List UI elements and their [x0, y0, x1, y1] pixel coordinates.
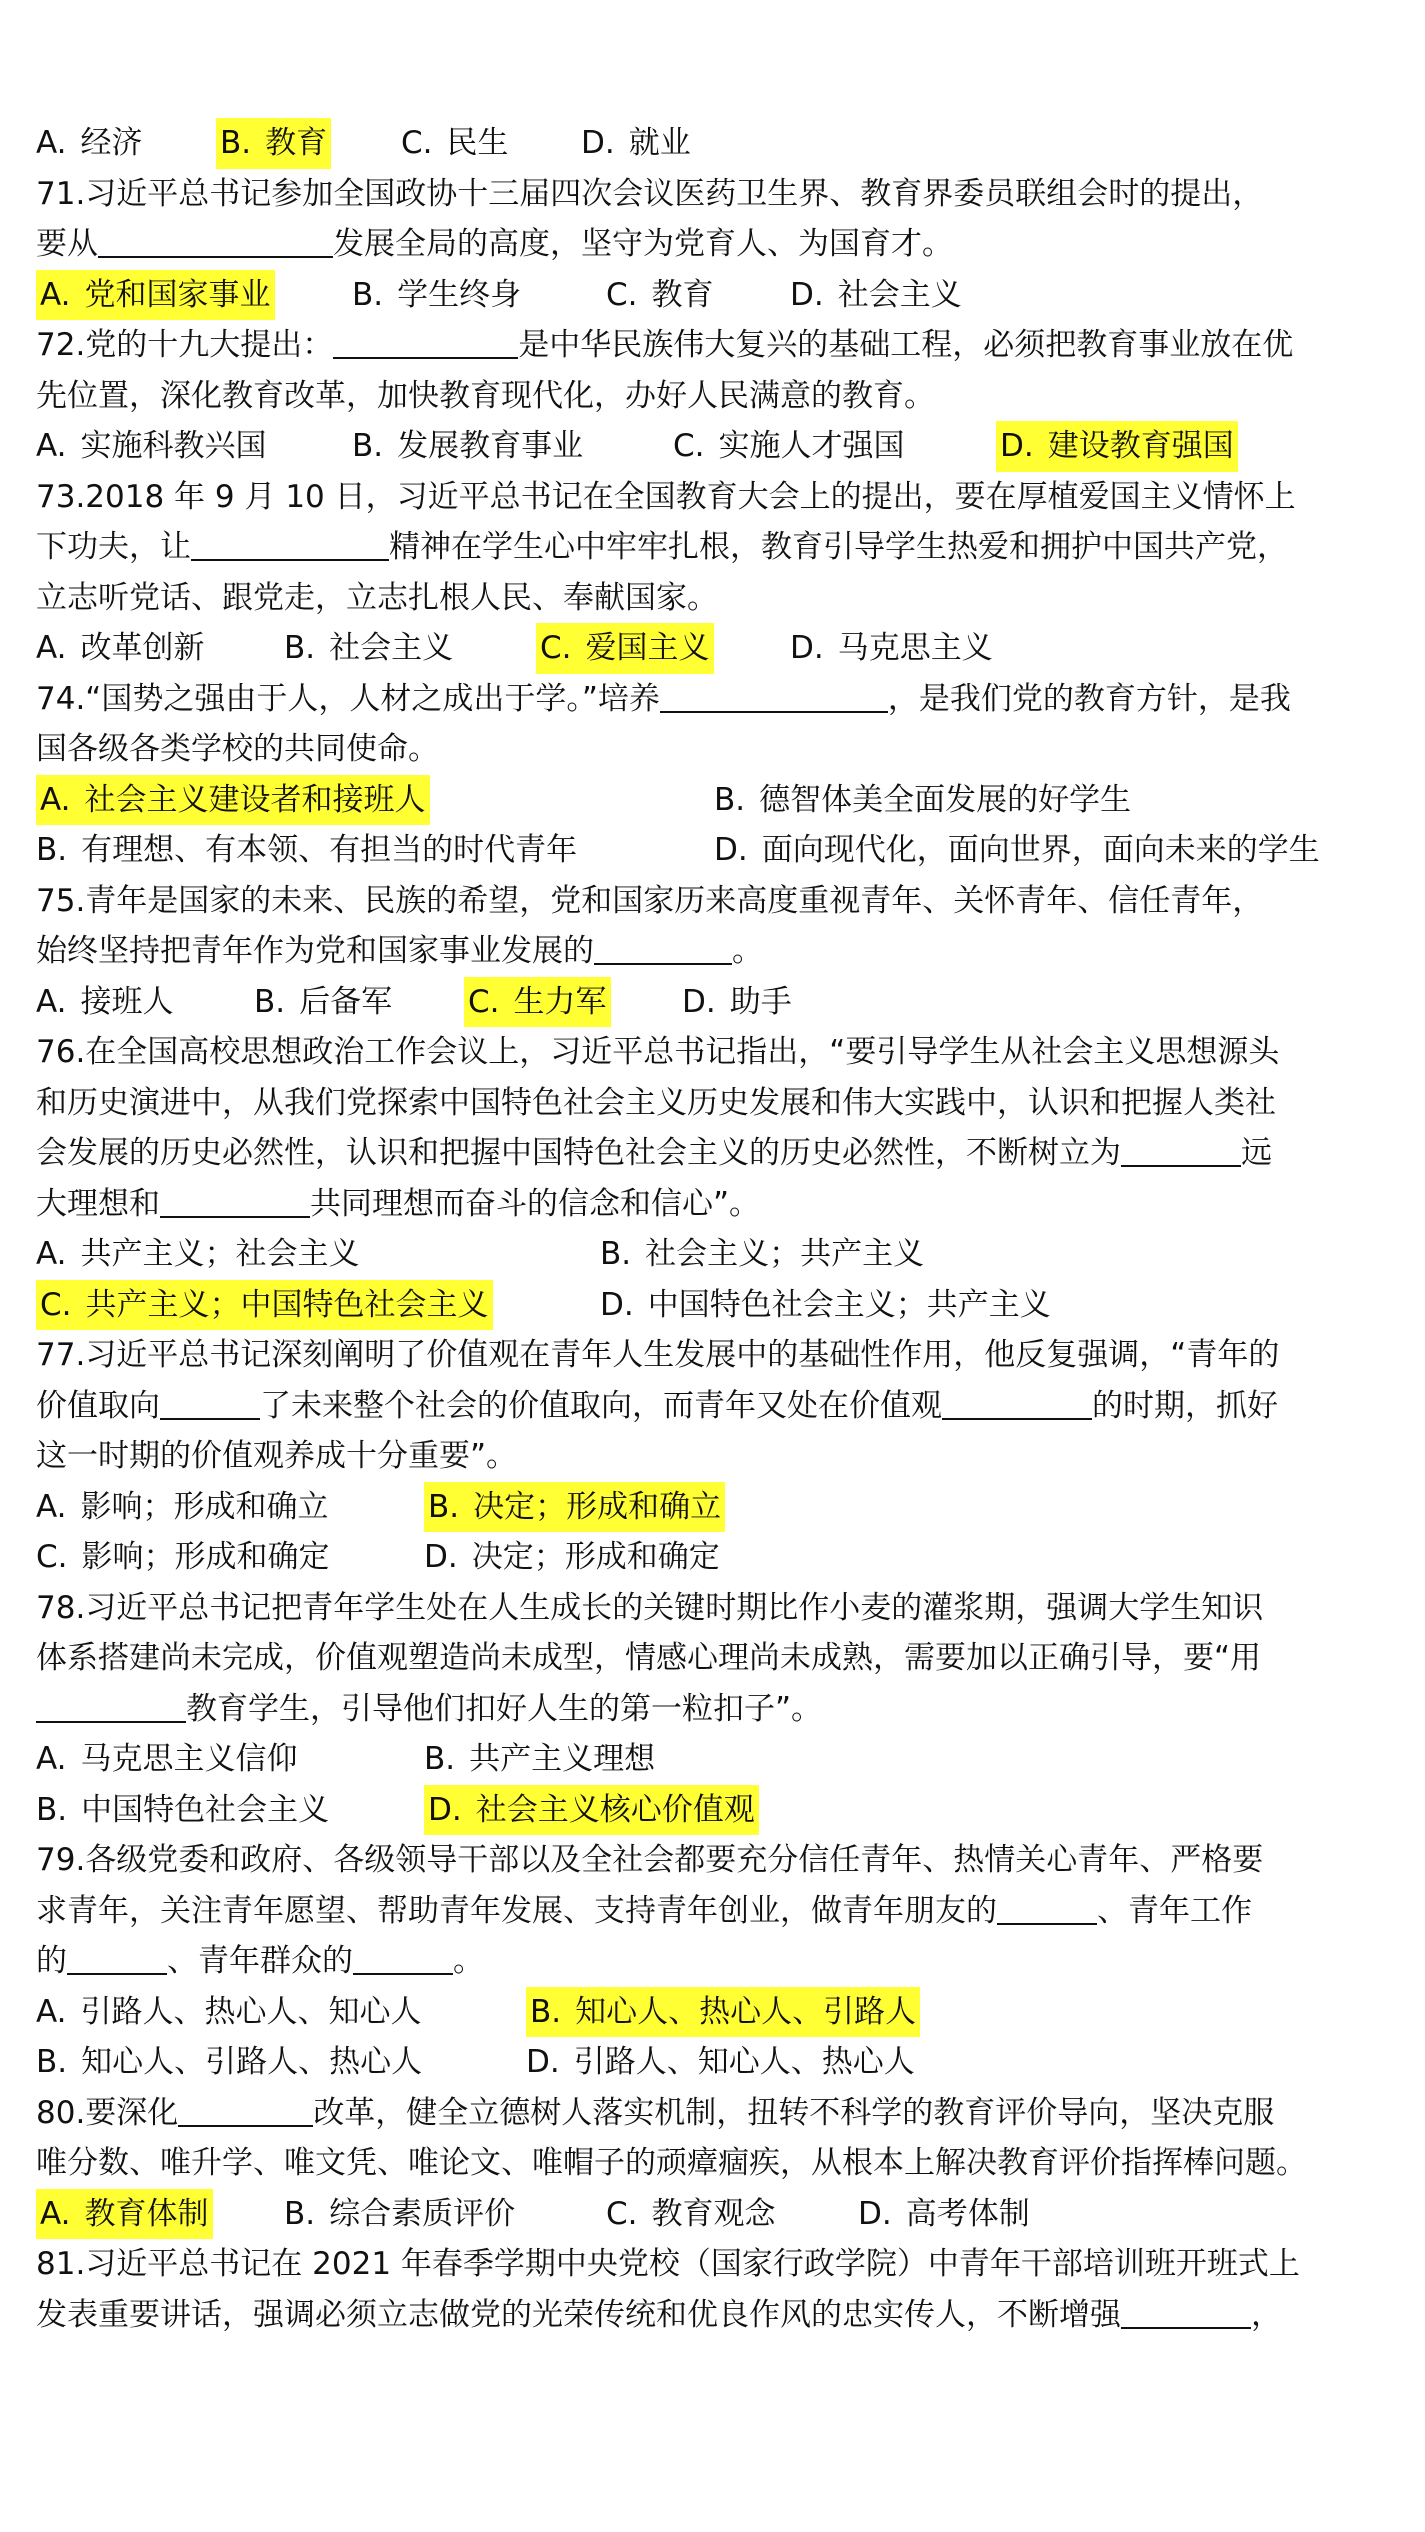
question-text-line: [36, 320, 1396, 371]
question-text-line: [36, 1179, 1396, 1230]
question-text: 的: [36, 1943, 67, 1979]
question-text: 78.习近平总书记把青年学生处在人生成长的关键时期比作小麦的灌浆期，强调大学生知识: [36, 1589, 1264, 1626]
option-letter: C.: [606, 2195, 638, 2232]
option-letter: A.: [40, 276, 71, 313]
answer-option: [36, 1532, 330, 1583]
question-text-line: [36, 573, 1396, 624]
question-text-line: [36, 219, 1396, 270]
answer-option: [673, 421, 905, 472]
option-text: 教育: [265, 125, 328, 161]
option-text: 共产主义理想: [469, 1741, 656, 1777]
option-text: 中国特色社会主义: [81, 1791, 330, 1828]
question-text-line: [36, 876, 1396, 927]
fill-in-blank: [333, 325, 518, 359]
question-text: 72.党的十九大提出：: [36, 327, 334, 363]
option-text: 建设教育强国: [1047, 428, 1234, 464]
question-text: ，: [1251, 2296, 1282, 2333]
question-text-line: [36, 2239, 1396, 2290]
option-letter: D.: [682, 983, 716, 1020]
answer-option: [36, 421, 267, 472]
option-letter: A.: [36, 125, 67, 161]
question-text: 求青年，关注青年愿望、帮助青年发展、支持青年创业，做青年朋友的: [36, 1892, 997, 1929]
option-letter: C.: [40, 1286, 72, 1323]
question-text: ，是我们党的教育方针，是我: [887, 680, 1291, 717]
option-text: 社会主义: [329, 630, 454, 666]
fill-in-blank: [942, 1386, 1092, 1420]
option-letter: C.: [673, 428, 705, 464]
option-letter: B.: [714, 781, 746, 818]
option-text: 知心人、热心人、引路人: [575, 1993, 917, 2030]
question-text: 79.各级党委和政府、各级领导干部以及全社会都要充分信任青年、热情关心青年、严格要: [36, 1842, 1264, 1878]
question-text: 立志听党话、跟党走，立志扎根人民、奉献国家。: [36, 579, 718, 616]
question-text: 改革，健全立德树人落实机制，扭转不科学的教育评价导向，坚决克服: [313, 2094, 1275, 2131]
question-text: 共同理想而奋斗的信念和信心”。: [310, 1185, 761, 1222]
question-text-line: [36, 2088, 1396, 2139]
option-letter: D.: [790, 630, 824, 666]
option-letter: A.: [36, 983, 67, 1020]
answer-option: [682, 977, 792, 1028]
question-text: 。: [453, 1943, 484, 1979]
question-text: 体系搭建尚未完成，价值观塑造尚未成型，情感心理尚未成熟，需要加以正确引导，要“用: [36, 1640, 1262, 1676]
answer-option: [36, 2037, 422, 2088]
option-row: [36, 1987, 1396, 2038]
question-text: 了未来整个社会的价值取向，而青年又处在价值观: [260, 1387, 942, 1424]
question-text-line: [36, 1027, 1396, 1078]
option-letter: A.: [40, 781, 71, 818]
answer-option: [401, 118, 509, 169]
option-row: [36, 2189, 1396, 2240]
answer-option: [600, 1229, 924, 1280]
option-letter: C.: [606, 276, 638, 313]
option-letter: C.: [36, 1539, 68, 1575]
question-text: 发展全局的高度，坚守为党育人、为国育才。: [333, 226, 953, 262]
question-text-line: [36, 1431, 1396, 1482]
option-row: [36, 118, 1396, 169]
option-letter: B.: [530, 1993, 562, 2030]
answer-option: [526, 2037, 915, 2088]
question-text: 75.青年是国家的未来、民族的希望，党和国家历来高度重视青年、关怀青年、信任青年，: [36, 882, 1264, 919]
question-text: 71.习近平总书记参加全国政协十三届四次会议医药卫生界、教育界委员联组会时的提出，: [36, 175, 1264, 212]
answer-option: [858, 2189, 1030, 2240]
answer-option: [714, 775, 1131, 826]
answer-option-highlighted: [36, 775, 430, 826]
option-text: 社会主义核心价值观: [475, 1791, 755, 1828]
question-text: 80.要深化: [36, 2094, 179, 2131]
question-text-line: [36, 1381, 1396, 1432]
option-letter: D.: [600, 1286, 634, 1323]
option-text: 教育体制: [84, 2195, 209, 2232]
option-letter: B.: [284, 2195, 316, 2232]
option-text: 共产主义；中国特色社会主义: [85, 1286, 489, 1323]
option-text: 马克思主义信仰: [80, 1741, 298, 1777]
answer-option: [254, 977, 392, 1028]
fill-in-blank: [997, 1891, 1097, 1925]
question-text-line: [36, 371, 1396, 422]
question-text-line: [36, 169, 1396, 220]
question-text-line: [36, 674, 1396, 725]
answer-option-highlighted: [36, 270, 275, 321]
question-text-line: [36, 2290, 1396, 2341]
question-text-line: [36, 1330, 1396, 1381]
question-text-line: [36, 1078, 1396, 1129]
option-letter: B.: [352, 428, 384, 464]
answer-option: [36, 1785, 329, 1836]
answer-option: [36, 1987, 422, 2038]
option-text: 后备军: [299, 983, 393, 1020]
question-text-line: [36, 522, 1396, 573]
answer-option: [36, 825, 577, 876]
question-text: 始终坚持把青年作为党和国家事业发展的: [36, 933, 594, 969]
option-row: [36, 1785, 1396, 1836]
option-letter: D.: [526, 2044, 560, 2080]
option-letter: A.: [36, 428, 67, 464]
option-letter: B.: [424, 1741, 456, 1777]
option-text: 共产主义；社会主义: [80, 1236, 360, 1272]
question-text: 先位置，深化教育改革，加快教育现代化，办好人民满意的教育。: [36, 377, 935, 414]
answer-option-highlighted: [526, 1987, 920, 2038]
option-letter: B.: [254, 983, 286, 1020]
option-text: 助手: [729, 983, 792, 1020]
question-text-line: [36, 1684, 1396, 1735]
fill-in-blank: [160, 1184, 310, 1218]
option-row: [36, 2037, 1396, 2088]
option-letter: B.: [600, 1236, 632, 1272]
option-letter: D.: [790, 276, 824, 313]
fill-in-blank: [353, 1941, 453, 1975]
option-text: 中国特色社会主义；共产主义: [647, 1286, 1051, 1323]
answer-option: [36, 1734, 298, 1785]
option-text: 知心人、引路人、热心人: [81, 2044, 423, 2080]
option-letter: A.: [36, 630, 67, 666]
option-row: [36, 825, 1396, 876]
option-text: 影响；形成和确立: [80, 1488, 329, 1525]
answer-option-highlighted: [536, 623, 714, 674]
option-row: [36, 1532, 1396, 1583]
option-row: [36, 1482, 1396, 1533]
option-row: [36, 1280, 1396, 1331]
option-letter: D.: [424, 1539, 458, 1575]
option-text: 决定；形成和确定: [471, 1539, 720, 1575]
answer-option: [581, 118, 691, 169]
fill-in-blank: [178, 2093, 313, 2127]
option-text: 影响；形成和确定: [81, 1539, 330, 1575]
answer-option: [606, 2189, 776, 2240]
question-text: 要从: [36, 226, 98, 262]
answer-option: [352, 270, 521, 321]
answer-option-highlighted: [216, 118, 331, 169]
option-text: 实施科教兴国: [80, 428, 267, 464]
question-text: 价值取向: [36, 1387, 160, 1424]
option-letter: B.: [36, 2044, 68, 2080]
answer-option: [36, 623, 205, 674]
option-text: 马克思主义: [837, 630, 993, 666]
option-row: [36, 1734, 1396, 1785]
answer-option: [424, 1734, 655, 1785]
option-letter: D.: [428, 1791, 462, 1828]
option-text: 生力军: [513, 983, 607, 1020]
answer-option: [352, 421, 583, 472]
option-text: 改革创新: [80, 630, 205, 666]
option-letter: A.: [40, 2195, 71, 2232]
question-text-line: [36, 1936, 1396, 1987]
fill-in-blank: [660, 679, 888, 713]
option-text: 有理想、有本领、有担当的时代青年: [81, 832, 578, 868]
question-text: 发表重要讲话，强调必须立志做党的光荣传统和优良作风的忠实传人，不断增强: [36, 2296, 1121, 2333]
option-letter: B.: [428, 1488, 460, 1525]
question-text: 国各级各类学校的共同使命。: [36, 731, 439, 767]
option-row: [36, 421, 1396, 472]
answer-option-highlighted: [36, 2189, 213, 2240]
answer-option: [790, 270, 962, 321]
answer-option-highlighted: [464, 977, 611, 1028]
question-text: 。: [732, 933, 763, 969]
question-text: 下功夫，让: [36, 529, 191, 565]
question-text-line: [36, 472, 1396, 523]
option-letter: D.: [858, 2195, 892, 2232]
option-text: 就业: [628, 125, 691, 161]
option-letter: B.: [36, 1791, 68, 1828]
answer-option: [36, 977, 174, 1028]
question-text-line: [36, 1835, 1396, 1886]
option-text: 社会主义建设者和接班人: [84, 781, 426, 818]
question-text-line: [36, 724, 1396, 775]
question-text: 大理想和: [36, 1185, 160, 1222]
option-letter: D.: [1000, 428, 1034, 464]
option-letter: A.: [36, 1993, 67, 2030]
option-letter: C.: [401, 125, 433, 161]
question-text: 73.2018 年 9 月 10 日，习近平总书记在全国教育大会上的提出，要在厚植爱国主义情怀上: [36, 478, 1296, 515]
question-text: 会发展的历史必然性，认识和把握中国特色社会主义的历史必然性，不断树立为: [36, 1135, 1121, 1171]
option-letter: D.: [714, 832, 748, 868]
question-text: 的时期，抓好: [1092, 1387, 1278, 1424]
option-text: 党和国家事业: [84, 276, 271, 313]
option-text: 经济: [80, 125, 143, 161]
option-letter: B.: [352, 276, 384, 313]
option-row: [36, 775, 1396, 826]
option-letter: B.: [284, 630, 316, 666]
question-text-line: [36, 1583, 1396, 1634]
option-text: 高考体制: [905, 2195, 1030, 2232]
answer-option: [600, 1280, 1051, 1331]
fill-in-blank: [36, 1689, 186, 1723]
option-text: 德智体美全面发展的好学生: [759, 781, 1132, 818]
fill-in-blank: [594, 931, 732, 965]
option-row: [36, 1229, 1396, 1280]
answer-option: [284, 623, 453, 674]
answer-option: [36, 1229, 360, 1280]
option-text: 面向现代化，面向世界，面向未来的学生: [761, 832, 1320, 868]
option-row: [36, 270, 1396, 321]
question-text-line: [36, 2138, 1396, 2189]
option-text: 综合素质评价: [329, 2195, 516, 2232]
answer-option: [790, 623, 993, 674]
question-text: 是中华民族伟大复兴的基础工程，必须把教育事业放在优: [518, 327, 1294, 363]
option-text: 学生终身: [397, 276, 522, 313]
option-text: 实施人才强国: [718, 428, 905, 464]
option-text: 社会主义: [837, 276, 962, 313]
option-letter: C.: [468, 983, 500, 1020]
option-text: 接班人: [80, 983, 174, 1020]
fill-in-blank: [1121, 1133, 1241, 1167]
option-text: 民生: [446, 125, 509, 161]
option-text: 爱国主义: [585, 630, 710, 666]
question-text: 77.习近平总书记深刻阐明了价值观在青年人生发展中的基础性作用，他反复强调，“青年的: [36, 1337, 1280, 1373]
question-text: 教育学生，引导他们扣好人生的第一粒扣子”。: [186, 1690, 823, 1727]
option-letter: A.: [36, 1741, 67, 1777]
fill-in-blank: [1121, 2295, 1251, 2329]
answer-option: [284, 2189, 515, 2240]
fill-in-blank: [98, 224, 333, 258]
option-row: [36, 623, 1396, 674]
question-text: 、青年工作: [1097, 1892, 1252, 1929]
option-letter: D.: [581, 125, 615, 161]
option-text: 决定；形成和确立: [473, 1488, 722, 1525]
option-letter: B.: [220, 125, 252, 161]
option-text: 引路人、热心人、知心人: [80, 1993, 422, 2030]
option-letter: A.: [36, 1488, 67, 1525]
quiz-page: [36, 118, 1396, 2340]
answer-option: [36, 1482, 329, 1533]
option-letter: B.: [36, 832, 68, 868]
option-text: 发展教育事业: [397, 428, 584, 464]
option-text: 引路人、知心人、热心人: [573, 2044, 915, 2080]
option-letter: C.: [540, 630, 572, 666]
question-text: 74.“国势之强由于人，人材之成出于学。”培养: [36, 680, 660, 717]
question-text-line: [36, 1128, 1396, 1179]
fill-in-blank: [67, 1941, 167, 1975]
question-text: 精神在学生心中牢牢扎根，教育引导学生热爱和拥护中国共产党，: [389, 529, 1288, 565]
answer-option: [714, 825, 1320, 876]
answer-option: [424, 1532, 720, 1583]
question-text: 唯分数、唯升学、唯文凭、唯论文、唯帽子的顽瘴痼疾，从根本上解决教育评价指挥棒问题。: [36, 2145, 1307, 2181]
answer-option: [36, 118, 143, 169]
option-letter: A.: [36, 1236, 67, 1272]
answer-option-highlighted: [424, 1785, 759, 1836]
answer-option-highlighted: [996, 421, 1238, 472]
fill-in-blank: [160, 1386, 260, 1420]
question-text: 、青年群众的: [167, 1943, 353, 1979]
question-text: 76.在全国高校思想政治工作会议上，习近平总书记指出，“要引导学生从社会主义思想源头: [36, 1034, 1280, 1070]
question-text-line: [36, 1633, 1396, 1684]
answer-option-highlighted: [36, 1280, 493, 1331]
option-text: 社会主义；共产主义: [645, 1236, 925, 1272]
question-text: 和历史演进中，从我们党探索中国特色社会主义历史发展和伟大实践中，认识和把握人类社: [36, 1084, 1276, 1121]
question-text: 81.习近平总书记在 2021 年春季学期中央党校（国家行政学院）中青年干部培训班开班式上: [36, 2246, 1300, 2282]
option-row: [36, 977, 1396, 1028]
question-text-line: [36, 1886, 1396, 1937]
answer-option-highlighted: [424, 1482, 725, 1533]
option-text: 教育观念: [651, 2195, 776, 2232]
question-text: 这一时期的价值观养成十分重要”。: [36, 1438, 518, 1474]
question-text: 远: [1241, 1135, 1272, 1171]
fill-in-blank: [191, 527, 389, 561]
answer-option: [606, 270, 714, 321]
option-text: 教育: [651, 276, 714, 313]
question-text-line: [36, 926, 1396, 977]
